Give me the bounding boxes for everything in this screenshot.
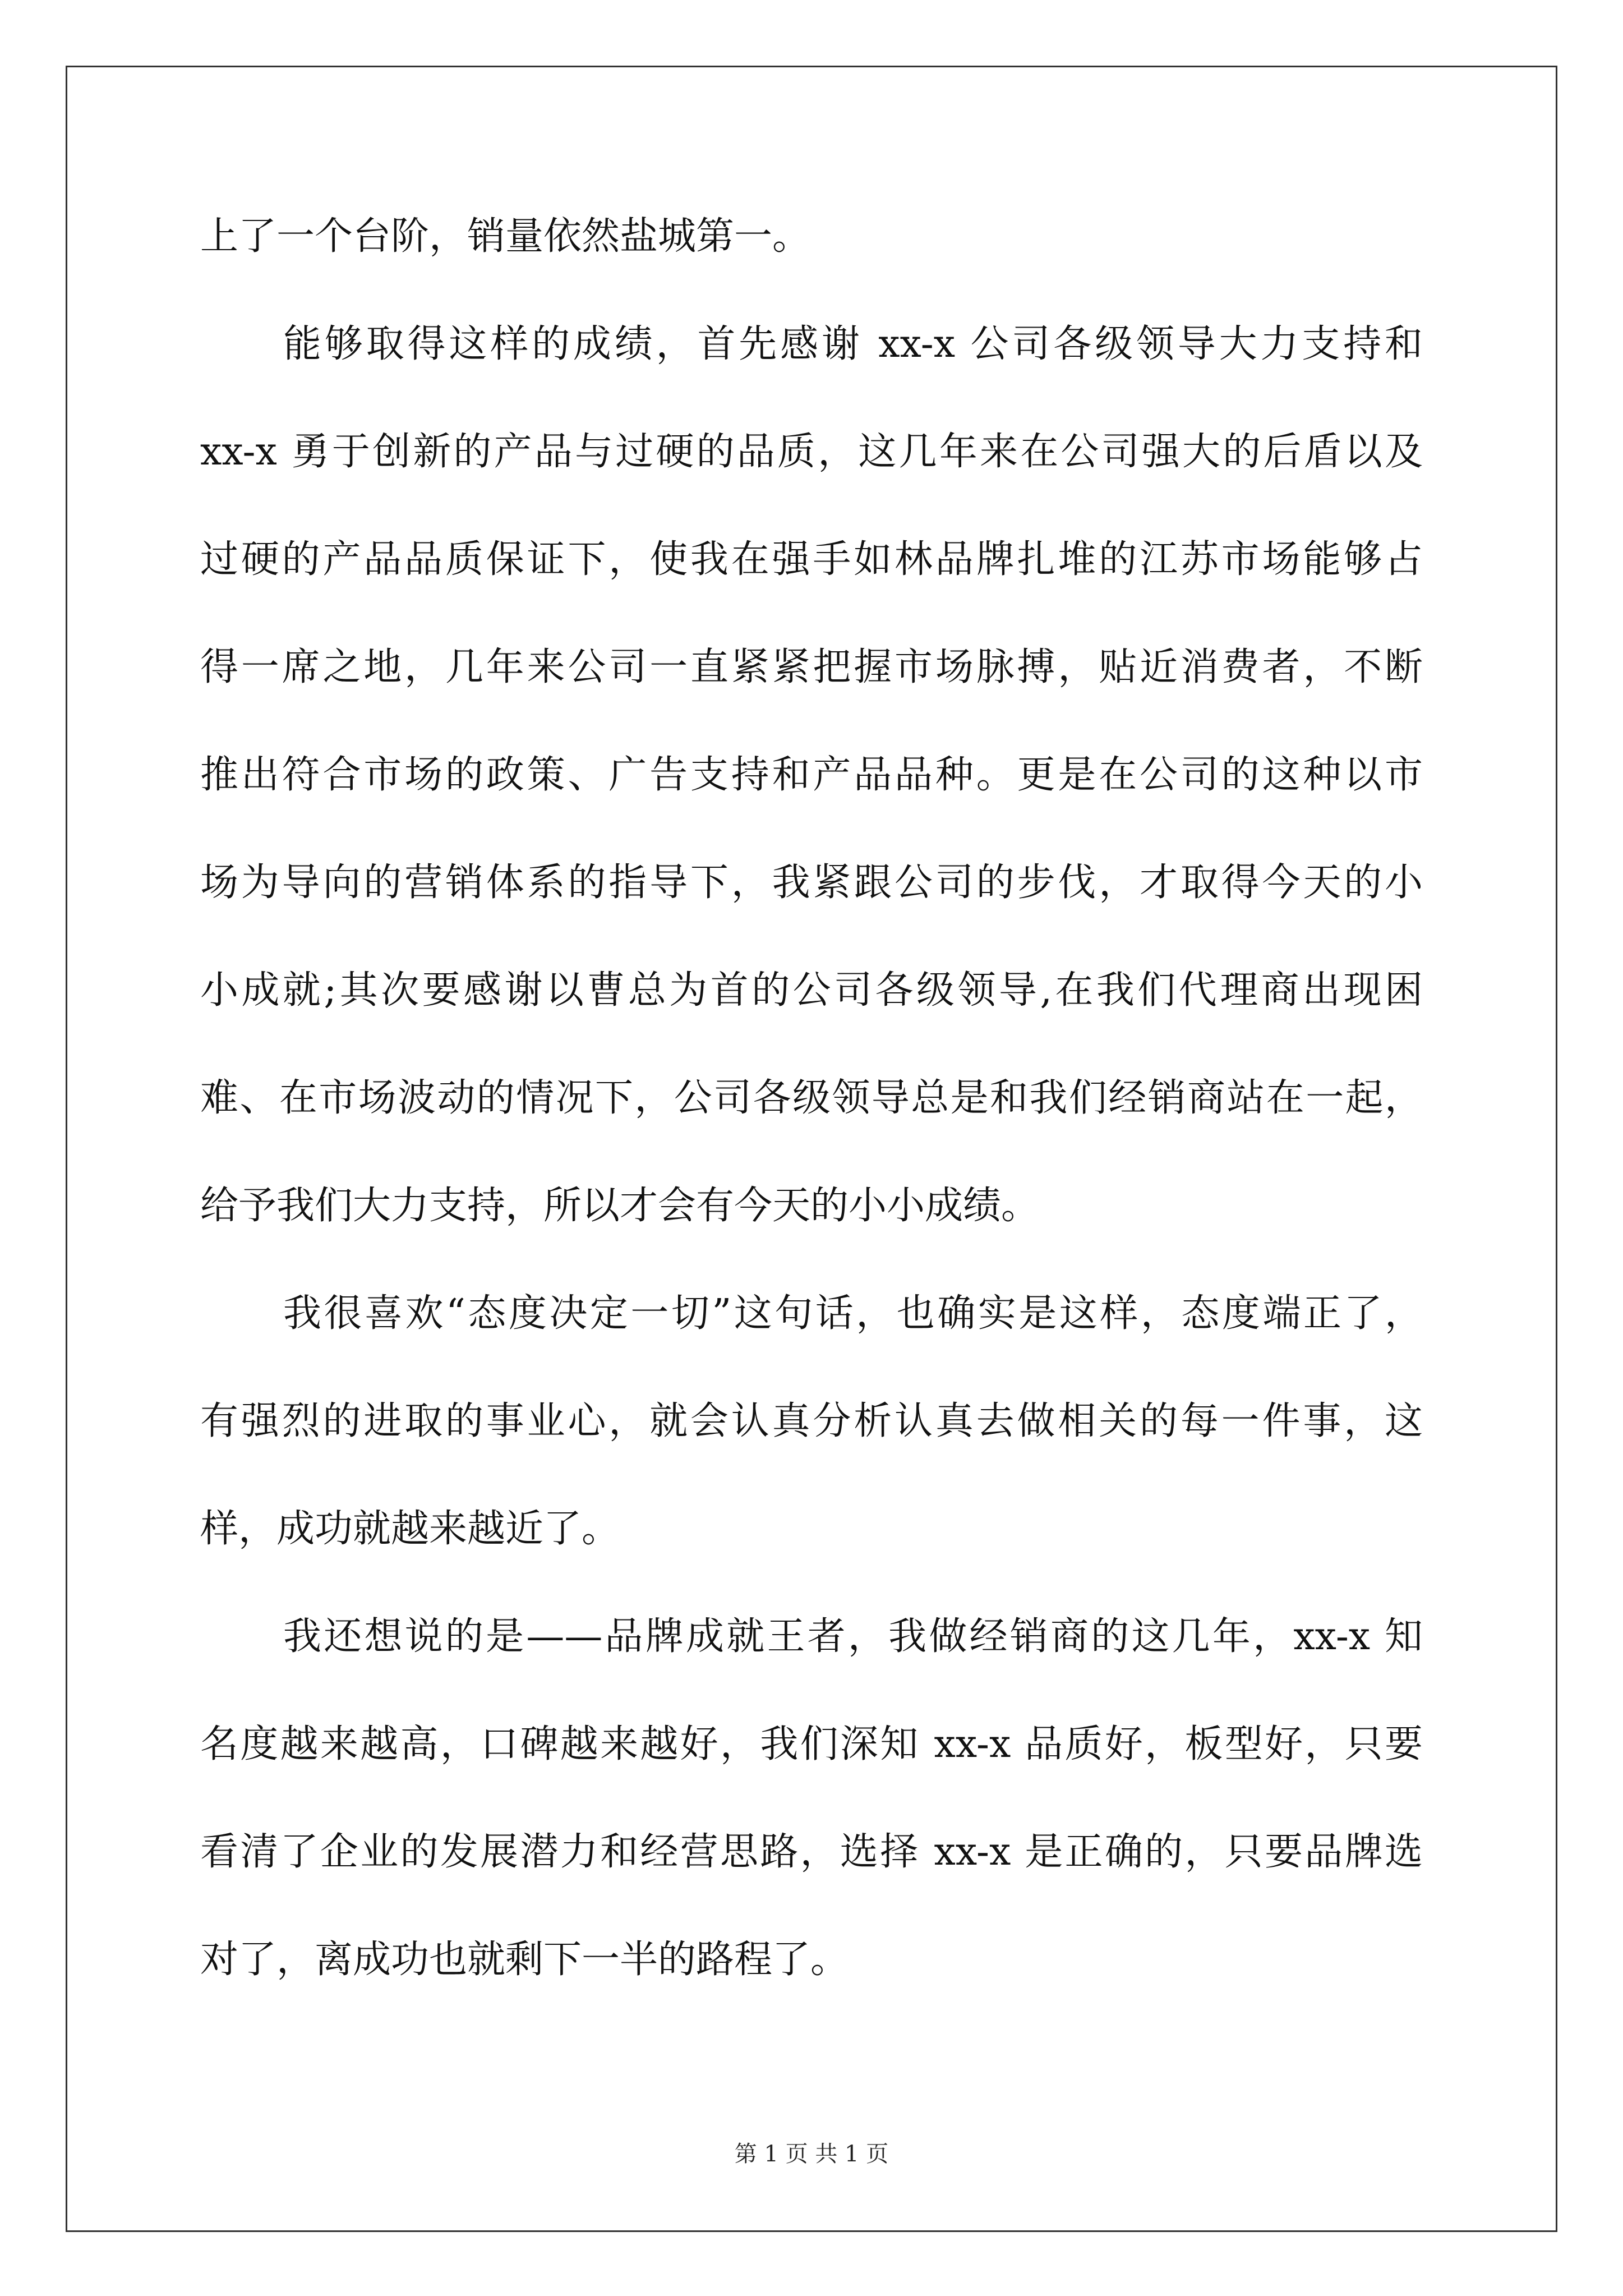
text-line: 得一席之地，几年来公司一直紧紧把握市场脉搏，贴近消费者，不断	[200, 645, 1423, 689]
text-line: xx-x 勇于创新的产品与过硬的品质，这几年来在公司强大的后盾以及	[200, 430, 1423, 474]
text-line: 给予我们大力支持，所以才会有今天的小小成绩。	[200, 1184, 1040, 1228]
text-line: 场为导向的营销体系的指导下，我紧跟公司的步伐，才取得今天的小	[200, 861, 1423, 905]
paragraph-first-line: 能够取得这样的成绩，首先感谢 xx-x 公司各级领导大力支持和	[283, 322, 1423, 366]
text-line: 推出符合市场的政策、广告支持和产品品种。更是在公司的这种以市	[200, 753, 1423, 797]
paragraph-first-line: 我还想说的是——品牌成就王者，我做经销商的这几年，xx-x 知	[283, 1614, 1423, 1659]
text-line: 样，成功就越来越近了。	[200, 1507, 620, 1551]
text-line: 难、在市场波动的情况下，公司各级领导总是和我们经销商站在一起，	[200, 1076, 1423, 1120]
text-line: 名度越来越高，口碑越来越好，我们深知 xx-x 品质好，板型好，只要	[200, 1722, 1423, 1766]
text-line: 有强烈的进取的事业心，就会认真分析认真去做相关的每一件事，这	[200, 1399, 1423, 1443]
text-line: 对了，离成功也就剩下一半的路程了。	[200, 1938, 849, 1982]
text-line: 过硬的产品品质保证下，使我在强手如林品牌扎堆的江苏市场能够占	[200, 537, 1423, 582]
page-number-footer: 第 1 页 共 1 页	[734, 2141, 889, 2167]
page-frame	[66, 66, 1557, 2232]
paragraph-first-line: 我很喜欢“态度决定一切”这句话，也确实是这样，态度端正了，	[283, 1291, 1423, 1336]
text-line: 看清了企业的发展潜力和经营思路，选择 xx-x 是正确的，只要品牌选	[200, 1830, 1423, 1874]
text-line: 小成就;其次要感谢以曹总为首的公司各级领导,在我们代理商出现困	[200, 968, 1423, 1013]
text-line: 上了一个台阶，销量依然盐城第一。	[200, 214, 811, 259]
